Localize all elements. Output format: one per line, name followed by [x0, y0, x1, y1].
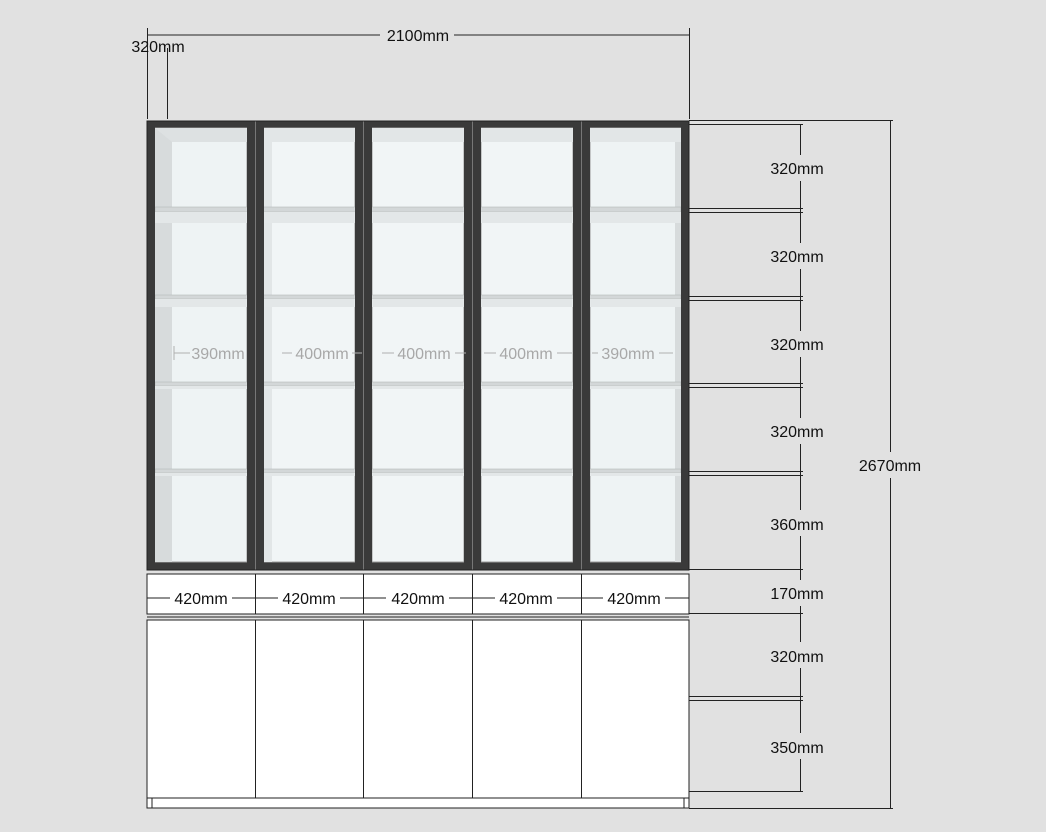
glass-display-section — [147, 121, 689, 570]
row-height-3: 320mm — [770, 337, 824, 354]
glass-door-4 — [481, 128, 573, 562]
shelf-4 — [155, 469, 681, 473]
glass-width-4: 400mm — [499, 346, 553, 363]
glass-width-3: 400mm — [397, 346, 451, 363]
shelf-3 — [155, 382, 681, 386]
overall-width-label: 2100mm — [386, 28, 450, 45]
drawer-width-1: 420mm — [174, 591, 228, 608]
glass-width-1: 390mm — [191, 346, 245, 363]
shelf-2 — [155, 295, 681, 299]
glass-door-2 — [264, 128, 355, 562]
drawer-band — [147, 574, 689, 617]
row-height-8: 350mm — [770, 740, 824, 757]
glass-width-5: 390mm — [601, 346, 655, 363]
row-height-5: 360mm — [770, 517, 824, 534]
row-height-6: 170mm — [770, 586, 824, 603]
row-height-4: 320mm — [770, 424, 824, 441]
lower-cabinet — [147, 620, 689, 808]
shelf-1 — [155, 207, 681, 212]
row-height-2: 320mm — [770, 249, 824, 266]
depth-label: 320mm — [131, 39, 185, 56]
drawer-width-5: 420mm — [607, 591, 661, 608]
drawer-width-4: 420mm — [499, 591, 553, 608]
glass-door-1 — [155, 128, 247, 562]
overall-height-label: 2670mm — [858, 458, 922, 475]
drawer-width-3: 420mm — [391, 591, 445, 608]
plinth — [147, 798, 689, 808]
glass-door-5 — [590, 128, 681, 562]
glass-width-2: 400mm — [295, 346, 349, 363]
row-height-1: 320mm — [770, 161, 824, 178]
drawer-width-2: 420mm — [282, 591, 336, 608]
glass-door-3 — [372, 128, 464, 562]
row-height-7: 320mm — [770, 649, 824, 666]
